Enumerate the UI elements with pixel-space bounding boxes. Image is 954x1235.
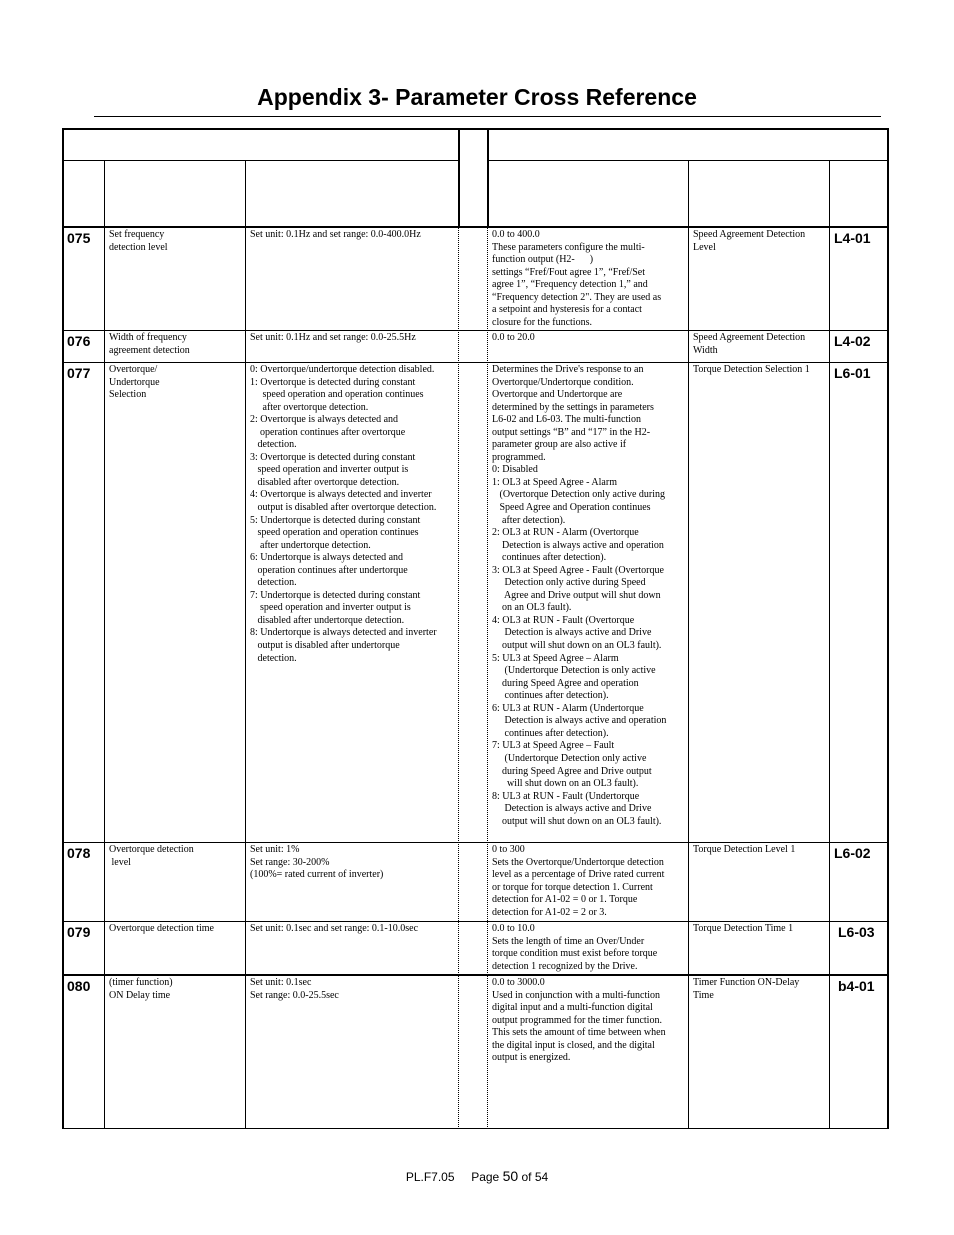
row-divider [62, 362, 889, 363]
table-bottom-border [62, 1128, 889, 1129]
column-divider-dotted [487, 228, 488, 1129]
row-number: 075 [67, 230, 91, 246]
new-parameter-name: Torque Detection Selection 1 [693, 364, 810, 375]
row-divider [62, 974, 889, 976]
old-parameter-name: Set frequency detection level [109, 229, 168, 253]
page-footer [0, 1168, 954, 1184]
old-parameter-name: Width of frequency agreement detection [109, 332, 190, 356]
old-setting-range: Set unit: 0.1Hz and set range: 0.0-25.5Hz [250, 332, 416, 343]
old-parameter-name: (timer function) ON Delay time [109, 977, 173, 1001]
new-parameter-name: Timer Function ON-Delay Time [693, 977, 800, 1001]
row-divider [62, 842, 889, 843]
new-parameter-code: L6-01 [834, 365, 871, 381]
row-number: 079 [67, 924, 91, 940]
new-parameter-name: Speed Agreement Detection Width [693, 332, 806, 356]
parameter-table [62, 128, 889, 1129]
old-setting-range: Set unit: 1% Set range: 30-200% (100%= rated current of inverter) [250, 844, 384, 881]
new-setting-range: 0.0 to 3000.0 Used in conjunction with a multi-function digital input and a multi-function digital output programmed for the timer function. This sets the amount of time between when the digital input is closed, and the digital output is energized. [492, 977, 666, 1064]
new-parameter-code: L6-02 [834, 845, 871, 861]
column-divider [829, 160, 830, 1129]
new-parameter-code: L6-03 [838, 924, 875, 940]
row-number: 077 [67, 365, 91, 381]
old-setting-range: Set unit: 0.1sec Set range: 0.0-25.5sec [250, 977, 339, 1001]
new-parameter-name: Torque Detection Time 1 [693, 923, 794, 934]
column-divider [104, 160, 105, 1129]
new-parameter-name: Speed Agreement Detection Level [693, 229, 806, 253]
new-parameter-name: Torque Detection Level 1 [693, 844, 796, 855]
column-divider [458, 128, 460, 228]
column-divider [688, 160, 689, 1129]
new-parameter-code: L4-02 [834, 333, 871, 349]
new-parameter-code: b4-01 [838, 978, 875, 994]
column-divider [245, 160, 246, 1129]
new-setting-range: 0.0 to 20.0 [492, 332, 535, 343]
row-divider [62, 330, 889, 331]
column-divider [487, 128, 489, 228]
document-id: PL.F7.05 [405, 1170, 455, 1184]
new-setting-range: 0.0 to 400.0 These parameters configure the multi- function output (H2- ) settings “Fref/Fout agree 1”, “Fref/Set agree 1”, “Frequency detection 1,” and “Frequency detection 2". They are used as a setpoint and hysteresis for a contact closure for the functions. [492, 229, 662, 328]
header-divider [62, 160, 459, 161]
header-bottom-border [62, 226, 889, 228]
new-setting-range: 0 to 300 Sets the Overtorque/Undertorque detection level as a percentage of Drive rated current or torque for torque detection 1. Current detection for A1-02 = 0 or 1. Torque detection for A1-02 = 2 or 3. [492, 844, 665, 918]
old-parameter-name: Overtorque/ Undertorque Selection [109, 364, 160, 401]
new-setting-range: Determines the Drive's response to an Overtorque/Undertorque condition. Overtorque and Undertorque are determined by the settings in parameters L6-02 and L6-03. The multi-function output settings “B” and “17” in the H2- parameter group are also active if programmed. 0: Disabled 1: OL3 at Speed Agree - Alarm (Overtorque Detection only active during Speed Agree and Operation continues after detection). 2: OL3 at RUN - Alarm (Overtorque Detection is always active and operation continues after detection). 3: OL3 at Speed Agree - Fault (Overtorque Detection only active during Speed Agree and Drive output will shut down on an OL3 fault). 4: OL3 at RUN - Fault (Overtorque Detection is always active and Drive output will shut down on an OL3 fault). 5: UL3 at Speed Agree – Alarm (Undertorque Detection is only active during Speed Agree and operation continues after detection). 6: UL3 at RUN - Alarm (Undertorque Detection is always active and operation continues after detection). 7: UL3 at Speed Agree – Fault (Undertorque Detection only active during Speed Agree and Drive output will shut down on an OL3 fault). 8: UL3 at RUN - Fault (Undertorque Detection is always active and Drive output will shut down on an OL3 fault). [492, 364, 667, 827]
new-parameter-code: L4-01 [834, 230, 871, 246]
column-divider-dotted [458, 228, 459, 1129]
title-rule [94, 116, 881, 117]
table-left-border [62, 128, 64, 1129]
old-setting-range: Set unit: 0.1Hz and set range: 0.0-400.0Hz [250, 229, 421, 240]
old-parameter-name: Overtorque detection time [109, 923, 214, 934]
row-number: 078 [67, 845, 91, 861]
table-top-border [62, 128, 889, 130]
page-title: Appendix 3- Parameter Cross Reference [257, 84, 697, 110]
row-number: 076 [67, 333, 91, 349]
page-total: of 54 [521, 1170, 549, 1184]
table-right-border [887, 128, 889, 1129]
old-setting-range: 0: Overtorque/undertorque detection disabled. 1: Overtorque is detected during constant speed operation and operation continues after overtorque detection. 2: Overtorque is always detected and operation continues after overtorque detection. 3: Overtorque is detected during constant speed operation and inverter output is disabled after overtorque detection. 4: Overtorque is always detected and inverter output is disabled after overtorque detection. 5: Undertorque is detected during constant speed operation and operation continues after undertorque detection. 6: Undertorque is always detected and operation continues after undertorque detection. 7: Undertorque is detected during constant speed operation and inverter output is disabled after undertorque detection. 8: Undertorque is always detected and inverter output is disabled after undertorque detection. [250, 364, 437, 664]
new-setting-range: 0.0 to 10.0 Sets the length of time an Over/Under torque condition must exist before torque detection 1 recognized by the Drive. [492, 923, 658, 972]
row-number: 080 [67, 978, 91, 994]
page-number: 50 [502, 1168, 519, 1184]
page-label: Page [471, 1170, 500, 1184]
row-divider [62, 921, 889, 922]
old-parameter-name: Overtorque detection level [109, 844, 194, 868]
old-setting-range: Set unit: 0.1sec and set range: 0.1-10.0sec [250, 923, 419, 934]
